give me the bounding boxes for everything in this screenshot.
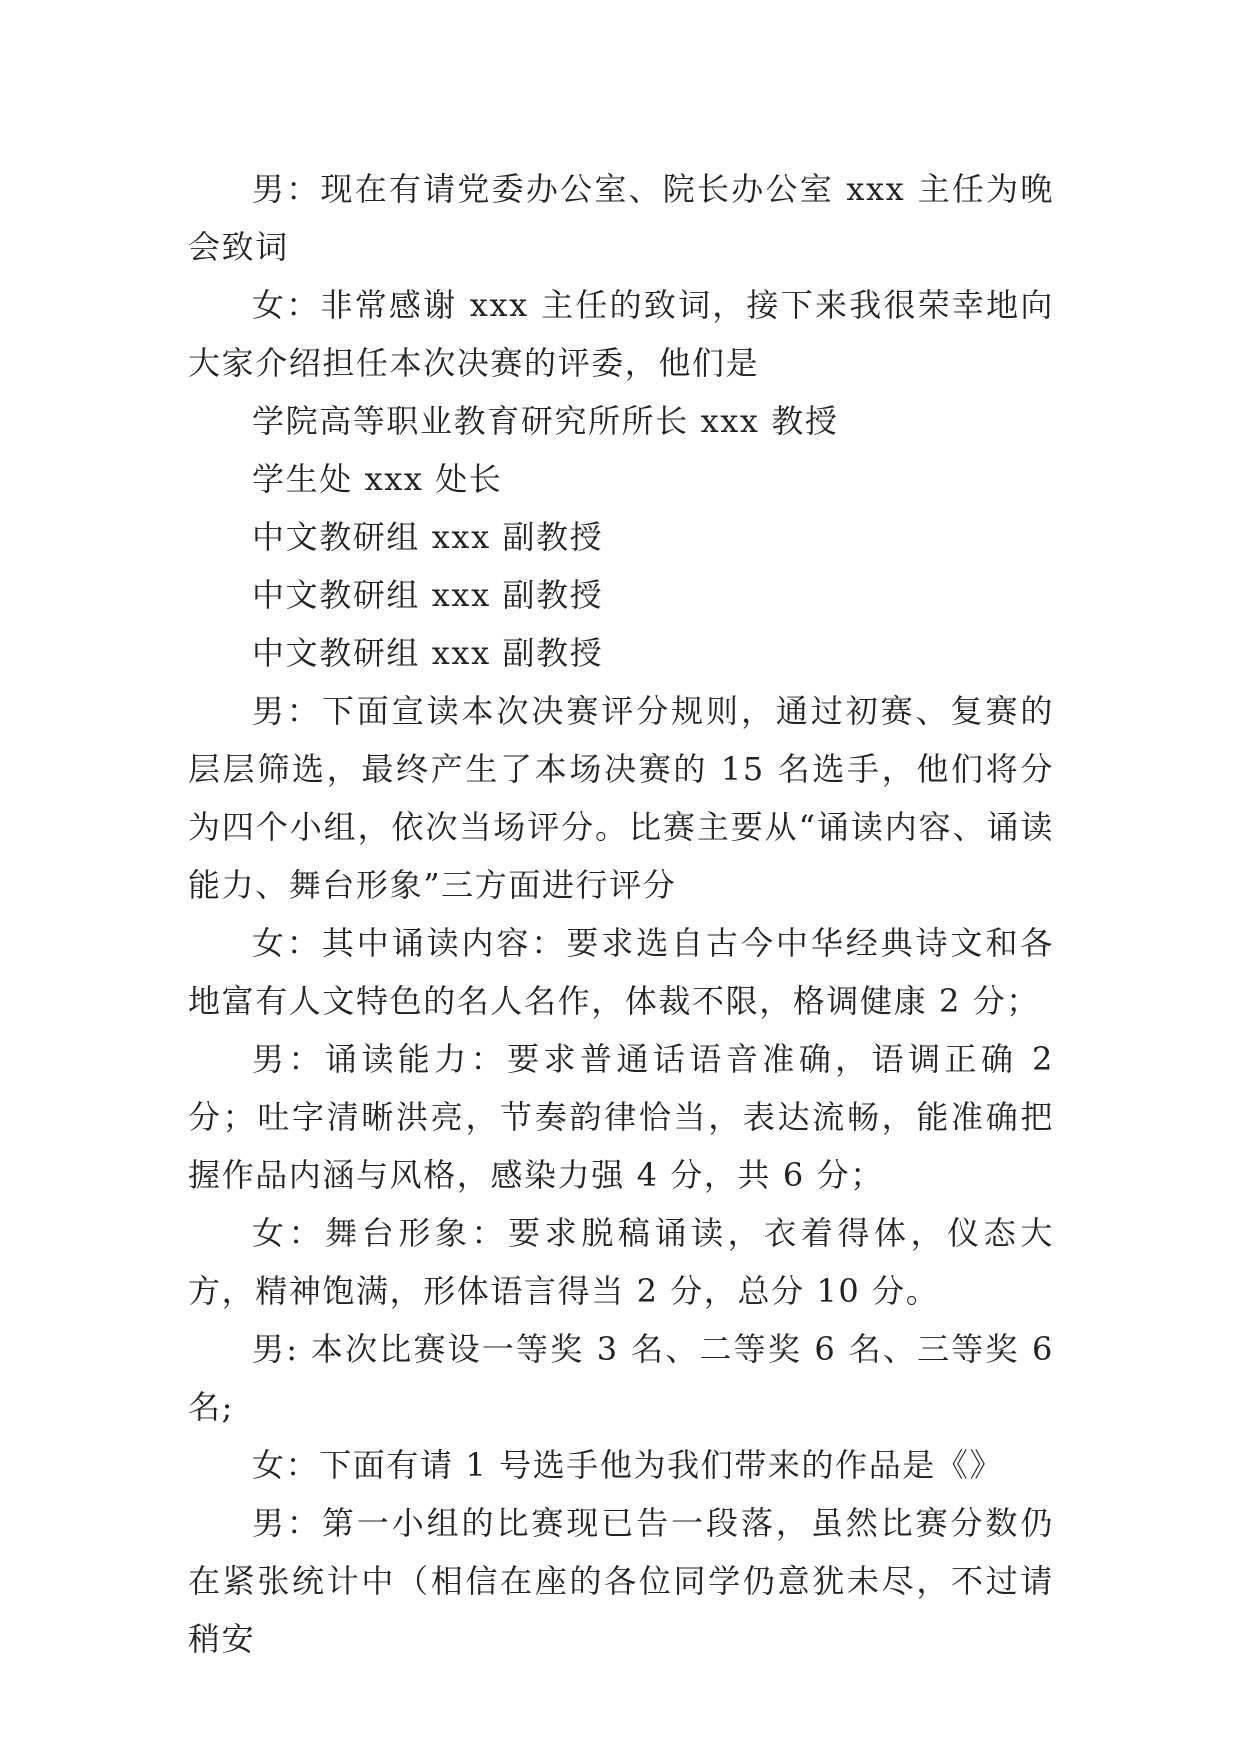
paragraph-judge-5: 中文教研组 xxx 副教授 <box>252 634 604 672</box>
paragraph-host-female-introduce-judges: 女：非常感谢 xxx 主任的致词，接下来我很荣幸地向大家介绍担任本次决赛的评委，他们是 <box>188 286 1054 382</box>
paragraph-judge-3: 中文教研组 xxx 副教授 <box>252 518 604 556</box>
paragraph-recitation-content: 女：其中诵读内容：要求选自古今中华经典诗文和各地富有人文特色的名人名作，体裁不限，格调健康 2 分； <box>188 924 1054 1020</box>
paragraph-judge-4: 中文教研组 xxx 副教授 <box>252 576 604 614</box>
paragraph-group-one-ended: 男：第一小组的比赛现已告一段落，虽然比赛分数仍在紧张统计中（相信在座的各位同学仍意犹未尽，不过请稍安 <box>188 1504 1054 1658</box>
paragraph-judge-1: 学院高等职业教育研究所所长 xxx 教授 <box>252 402 839 440</box>
paragraph-stage-image: 女：舞台形象：要求脱稿诵读，衣着得体，仪态大方，精神饱满，形体语言得当 2 分，总分 10 分。 <box>188 1214 1054 1310</box>
paragraph-scoring-rules: 男：下面宣读本次决赛评分规则，通过初赛、复赛的层层筛选，最终产生了本场决赛的 15 名选手，他们将分为四个小组，依次当场评分。比赛主要从“诵读内容、诵读能力、舞台形象”三方面进行评分 <box>188 692 1054 904</box>
document-body <box>188 160 1054 1668</box>
paragraph-first-contestant: 女：下面有请 1 号选手他为我们带来的作品是《》 <box>252 1446 1004 1484</box>
paragraph-awards: 男: 本次比赛设一等奖 3 名、二等奖 6 名、三等奖 6 名; <box>188 1330 1054 1426</box>
paragraph-host-male-invite-speech: 男：现在有请党委办公室、院长办公室 xxx 主任为晚会致词 <box>188 170 1054 266</box>
paragraph-recitation-ability: 男：诵读能力：要求普通话语音准确，语调正确 2 分；吐字清晰洪亮，节奏韵律恰当，表达流畅，能准确把握作品内涵与风格，感染力强 4 分，共 6 分； <box>188 1040 1054 1194</box>
paragraph-judge-2: 学生处 xxx 处长 <box>252 460 503 498</box>
